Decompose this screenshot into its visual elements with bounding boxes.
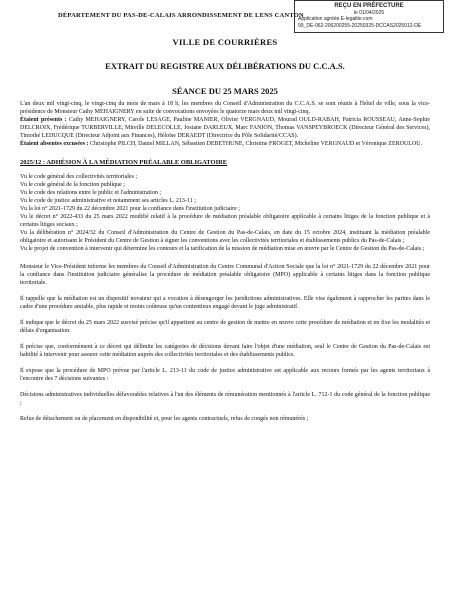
excused-list: Christophe PILCH, Daniel MILLAN, Sébastien DEBETHUNE, Christine FROGET, Micheline VERGNAUD et Véronique ZEROULOU. — [90, 141, 423, 147]
town-title: VILLE DE COURRIÈRES — [172, 37, 278, 47]
consideration-item: Vu le code général de la fonction publique ; — [20, 182, 125, 188]
body-paragraph: Il précise que, conformément à ce décret qui délimite les catégories de décisions devant faire l'objet d'une médiation, seul le Centre de Gestion du Pas-de-Calais est habilité à intervenir pour assurer cette médiation auprès des collectivités territoriales et des établissements publics. — [20, 344, 430, 358]
body-paragraph: Il indique que le décret du 25 mars 2022 susvisé précise qu'il appartient au centre de gestion de mettre en œuvre cette procédure de médiation et en fixe les modalités et délais d'organisation. — [20, 320, 430, 334]
document-body — [20, 100, 430, 423]
body-paragraph: Monsieur le Vice-Président informe les membres du Conseil d'Administration du Centre Communal d'Action Sociale que la loi n° 2021-1729 du 22 décembre 2021 pour la confiance dans l'institution judiciaire généralise la procédure de médiation préalable obligatoire (MPO) applicable à certains litiges dans la fonction publique territoriale. — [20, 264, 430, 286]
deliberation-title: 2025/12 : ADHÉSION À LA MÉDIATION PRÉALABLE OBLIGATOIRE — [20, 159, 228, 166]
present-label: Étaient présents : — [20, 117, 67, 123]
consideration-item: Vu le code général des collectivités territoriales ; — [20, 174, 138, 180]
stamp-title: REÇU EN PRÉFECTURE — [334, 3, 404, 9]
stamp-line: Application agréée E-legalite.com — [298, 16, 373, 22]
session-title: SÉANCE DU 25 MARS 2025 — [172, 86, 278, 96]
body-paragraph: Il rappelle que la médiation est un dispositif novateur qui a vocation à désengorger les juridictions administratives. Elle vise également à rapprocher les parties dans le cadre d'une procédure amiable, plus rapide et moins coûteuse qu'un contentieux engagé devant le juge administratif. — [20, 296, 430, 310]
consideration-item: Vu le code des relations entre le public et l'administration ; — [20, 190, 162, 196]
stamp-date: le 01/04/2025 — [353, 9, 385, 16]
present-list: Cathy MEHAIGNERY, Carole LESAGE, Pauline MANIER, Olivier VERGNAUD, Mourad OULD-RABAH, Patricia ROUSSEAU, Anne-Sophie DELCROIX, Frédérique TURBERVILLE, Mireille DELECOLLE, Josiane DARLEUX, Marc FANION, Thomas VANSPEYBROECK (Directeur Général des Services), Timothé LEDUCQUE (Directeur Adjoint aux Finances), Héloïse DERAEDT (Directrice du Pôle Solidarité/CCAS). — [20, 117, 430, 139]
decision-list-item: Décisions administratives individuelles défavorables relatives à l'un des éléments de rémunération mentionnés à l'article L. 712-1 du code général de la fonction publique ; — [20, 392, 430, 406]
consideration-item: Vu le décret n° 2022-433 du 25 mars 2022 modifié relatif à la procédure de médiation préalable obligatoire applicable à certains litiges de la fonction publique et à certains litiges sociaux ; — [20, 214, 430, 228]
present-members — [20, 116, 430, 140]
consideration-item: Vu le projet de convention à intervenir qui détermine les contours et la tarification de la mission de médiation mise en œuvre par le Centre de Gestion du Pas-de-Calais ; — [20, 246, 425, 252]
department-header: DÉPARTEMENT DU PAS-DE-CALAIS ARRONDISSEMENT DE LENS CANTON — [58, 12, 304, 19]
stamp-reference: 99_DE-062-206200255-20250325-DCCAS2025012-DE — [298, 22, 422, 29]
body-paragraph: Il expose que la procédure de MPO prévue par l'article L. 213-11 du code de justice administrative est applicable aux recours formés par les agents territoriaux à l'encontre des 7 décisions suivantes : — [20, 368, 430, 382]
excused-label: Étaient absentes excusées : — [20, 141, 89, 147]
registry-title: EXTRAIT DU REGISTRE AUX DÉLIBÉRATIONS DU C.C.A.S. — [105, 61, 345, 71]
consideration-item: Vu la délibération n° 2024/32 du Conseil d'Administration du Centre de Gestion du Pas-de-Calais, en date du 15 octobre 2024, instituant la médiation préalable obligatoire et autorisant le Président du Centre de Gestion à signer les conventions avec les collectivités territoriales et établissements publics du Pas-de-Calais ; — [20, 230, 430, 244]
intro-paragraph: L'an deux mil vingt-cinq, le vingt-cinq du mois de mars à 18 h, les membres du Conseil d'Administration du C.C.A.S. se sont réunis à l'hôtel de ville, sous la vice-présidence de Monsieur Cathy MEHAIGNERY en suite de convocations envoyées le quatorze mars deux mil vingt-cinq. — [20, 101, 430, 115]
excused-members — [20, 140, 430, 148]
consideration-item: Vu le code de justice administrative et notamment ses articles L. 213-11 ; — [20, 198, 196, 204]
decision-list-item: Refus de détachement ou de placement en disponibilité et, pour les agents contractuels, refus de congés non rémunérés ; — [20, 416, 309, 422]
prefecture-stamp — [294, 0, 444, 33]
consideration-item: Vu la loi n° 2021-1729 du 22 décembre 2021 pour la confiance dans l'institution judiciaire ; — [20, 206, 240, 212]
